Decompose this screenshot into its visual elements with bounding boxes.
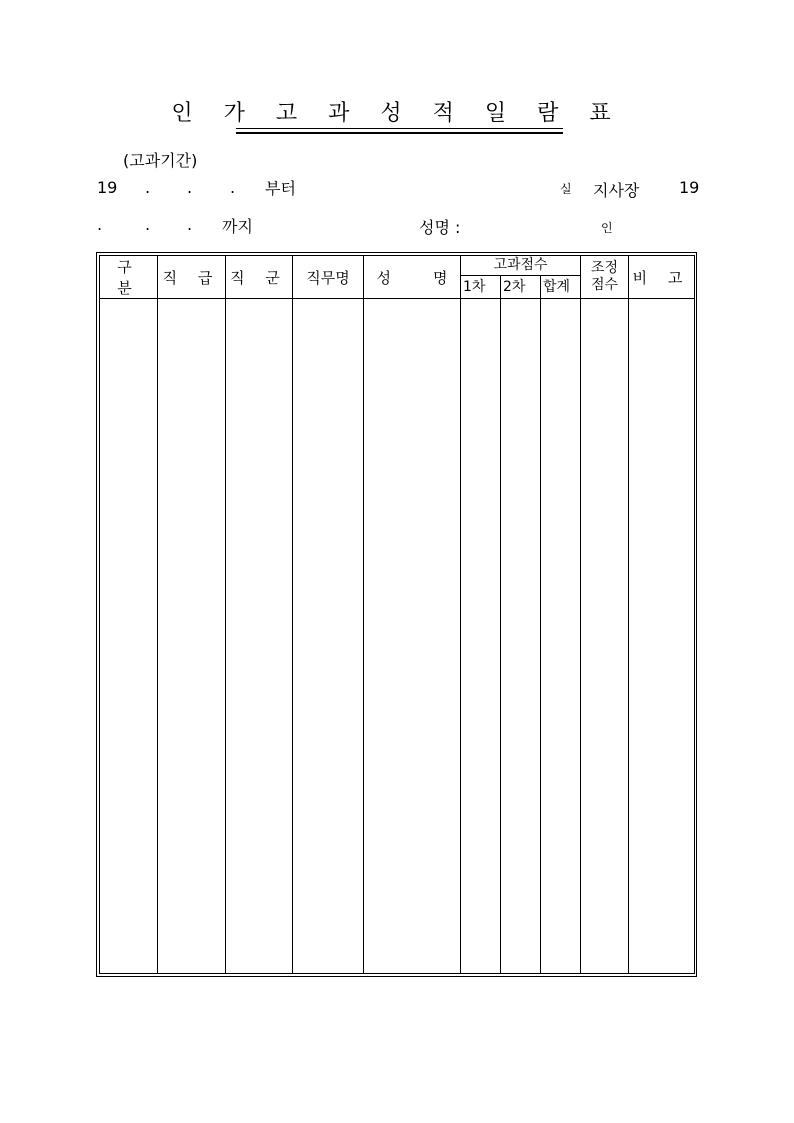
header-name-right: 명: [433, 268, 448, 287]
body-cell-group[interactable]: [226, 299, 293, 974]
branch-suffix: 지사장: [593, 181, 640, 200]
office-suffix: 실: [560, 182, 572, 196]
body-cell-adjusted[interactable]: [581, 299, 629, 974]
header-name: [364, 256, 461, 299]
body-cell-second[interactable]: [501, 299, 541, 974]
name-label: 성명 :: [419, 218, 461, 237]
header-grade: 직 급: [158, 256, 226, 299]
from-dot-1: .: [145, 178, 151, 197]
from-dot-2: .: [187, 178, 193, 197]
header-adjusted-bottom: 점수: [591, 277, 619, 293]
header-first: 1차: [461, 276, 501, 299]
header-category: 구 분: [100, 256, 158, 299]
score-table: [99, 255, 695, 974]
until-dot-2: .: [145, 215, 151, 234]
body-cell-total[interactable]: [541, 299, 581, 974]
body-cell-remarks[interactable]: [629, 299, 695, 974]
from-year: 19: [97, 178, 118, 197]
until-dot-3: .: [187, 215, 193, 234]
header-remarks: 비 고: [629, 256, 695, 299]
body-cell-job-title[interactable]: [293, 299, 364, 974]
title-underline: [236, 128, 563, 129]
header-second: 2차: [501, 276, 541, 299]
from-dot-3: .: [230, 178, 236, 197]
header-job-title: 직무명: [293, 256, 364, 299]
header-score-group: 고과점수: [461, 256, 581, 276]
body-cell-grade[interactable]: [158, 299, 226, 974]
header-name-left: 성: [376, 268, 391, 287]
header-adjusted-top: 조정: [591, 260, 619, 276]
period-label: (고과기간): [123, 151, 198, 170]
table-body-row: [100, 299, 695, 974]
until-suffix: 까지: [222, 217, 253, 236]
title-underline-thick: [236, 132, 563, 134]
until-dot-1: .: [97, 215, 103, 234]
from-suffix: 부터: [265, 179, 296, 198]
body-cell-category[interactable]: [100, 299, 158, 974]
to-year: 19: [679, 178, 700, 197]
seal-mark: 인: [601, 221, 613, 235]
body-cell-first[interactable]: [461, 299, 501, 974]
body-cell-name[interactable]: [364, 299, 461, 974]
header-group: 직 군: [226, 256, 293, 299]
header-total: 합계: [541, 276, 581, 299]
header-adjusted: [581, 256, 629, 299]
page-title: 인 가 고 과 성 적 일 람 표: [171, 101, 623, 126]
